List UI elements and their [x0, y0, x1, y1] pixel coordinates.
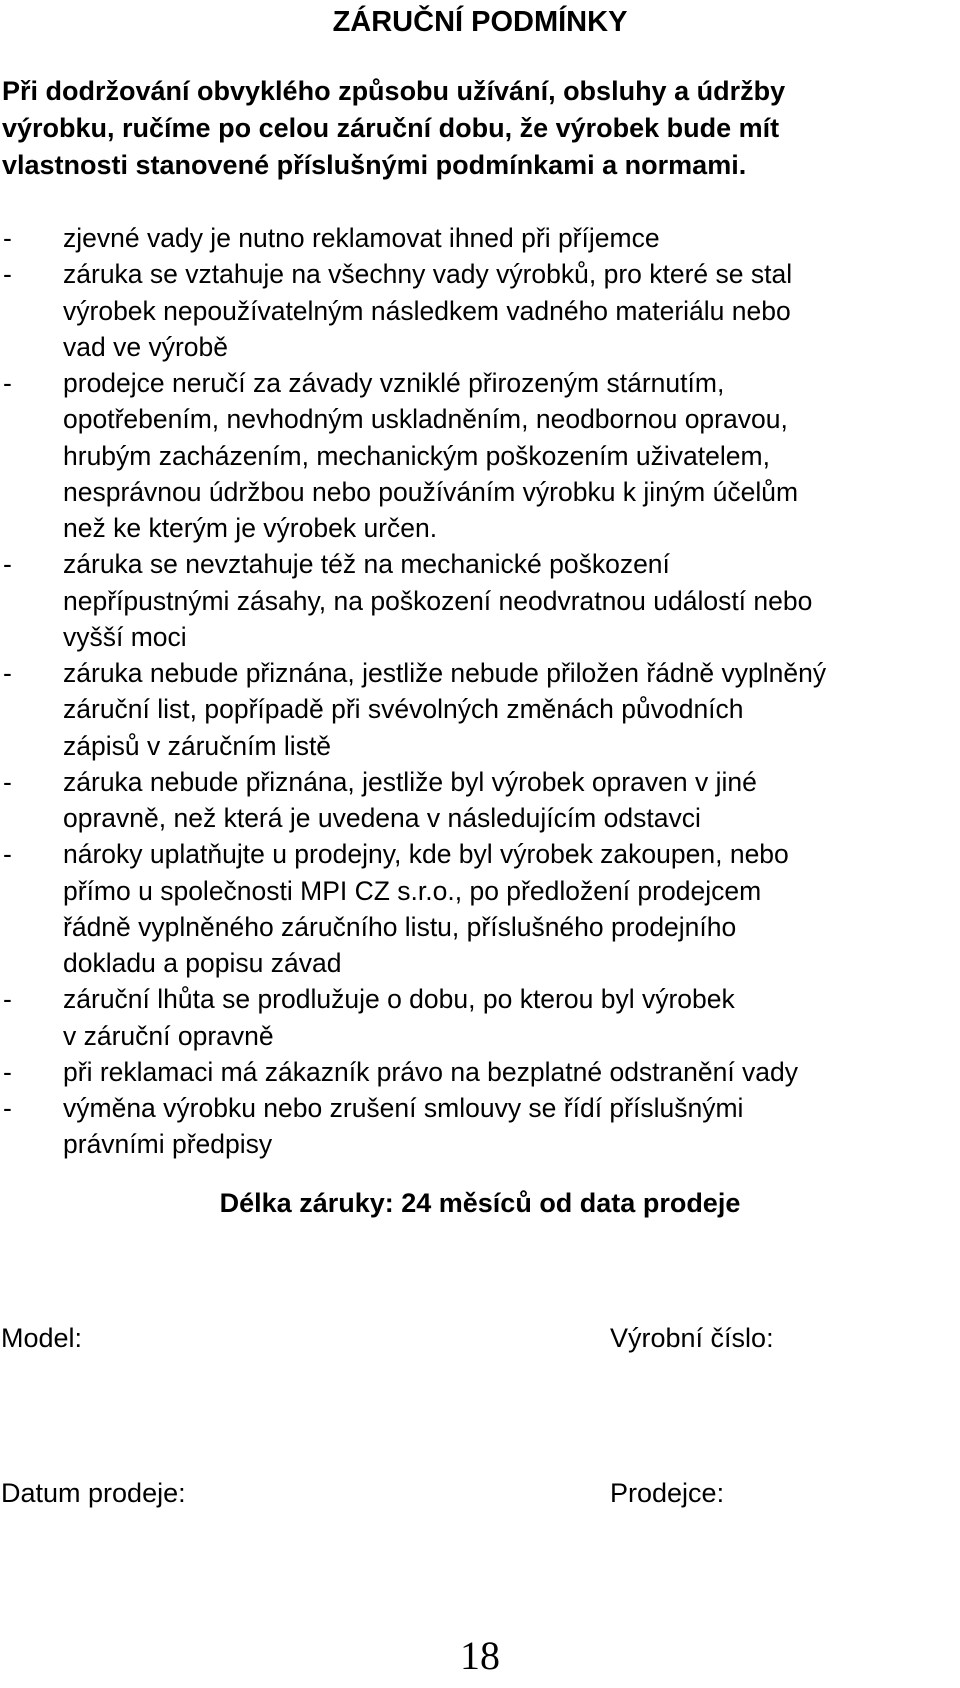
- condition-item: [0, 1090, 958, 1163]
- condition-text: při reklamaci má zákazník právo na bezplatné odstranění vady: [63, 1056, 799, 1087]
- condition-text: zjevné vady je nutno reklamovat ihned při příjemce: [63, 223, 660, 253]
- bullet-dash: -: [3, 766, 12, 797]
- condition-item: [0, 365, 958, 546]
- intro-text: Při dodržování obvyklého způsobu užívání, obsluhy a údržby výrobku, ručíme po celou záruční dobu, že výrobek bude mít vlastnosti stanovené příslušnými podmínkami a normami.: [2, 76, 786, 180]
- bullet-dash: -: [3, 549, 12, 580]
- bullet-dash: -: [3, 658, 12, 688]
- bullet-dash: -: [3, 1056, 12, 1087]
- sale-date-label: Datum prodeje:: [1, 1478, 186, 1508]
- condition-text: záruka se vztahuje na všechny vady výrobků, pro které se stal výrobek nepoužívatelným následkem vadného materiálu nebo vad ve výrobě: [63, 259, 793, 362]
- page-title: ZÁRUČNÍ PODMÍNKY: [332, 6, 628, 38]
- serial-number-label: Výrobní číslo:: [610, 1323, 774, 1353]
- page-number: 18: [460, 1633, 500, 1678]
- condition-text: prodejce neručí za závady vzniklé přirozeným stárnutím, opotřebením, nevhodným uskladněním, neodbornou opravou, hrubým zacházením, mechanickým poškozením uživatelem, nesprávnou údržbou nebo používáním výrobku k jiným účelům než ke kterým je výrobek určen.: [63, 368, 799, 543]
- condition-item: [0, 1054, 958, 1090]
- condition-text: záruční lhůta se prodlužuje o dobu, po kterou byl výrobek v záruční opravně: [63, 984, 735, 1051]
- condition-item: [0, 546, 958, 655]
- condition-item: [0, 764, 958, 837]
- condition-item: [0, 256, 958, 365]
- bullet-dash: -: [3, 839, 12, 870]
- bullet-dash: -: [3, 223, 12, 253]
- condition-text: výměna výrobku nebo zrušení smlouvy se řídí příslušnými právními předpisy: [63, 1093, 744, 1160]
- bullet-dash: -: [3, 368, 12, 398]
- condition-item: [0, 981, 958, 1054]
- intro-paragraph: [2, 73, 952, 184]
- seller-label: Prodejce:: [610, 1478, 725, 1508]
- condition-text: záruka nebude přiznána, jestliže nebude přiložen řádně vyplněný záruční list, popřípadě při svévolných změnách původních zápisů v záručním listě: [63, 658, 827, 761]
- condition-text: nároky uplatňujte u prodejny, kde byl výrobek zakoupen, nebo přímo u společnosti MPI CZ s.r.o., po předložení prodejcem řádně vyplněného záručního listu, příslušného prodejního dokladu a popisu závad: [63, 839, 789, 978]
- condition-item: [0, 220, 958, 256]
- model-label: Model:: [1, 1323, 83, 1353]
- condition-item: [0, 655, 958, 764]
- condition-text: záruka se nevztahuje též na mechanické poškození nepřípustnými zásahy, na poškození neodvratnou událostí nebo vyšší moci: [63, 549, 813, 652]
- condition-text: záruka nebude přiznána, jestliže byl výrobek opraven v jiné opravně, než která je uvedena v následujícím odstavci: [63, 766, 757, 833]
- condition-item: [0, 836, 958, 981]
- warranty-length: Délka záruky: 24 měsíců od data prodeje: [219, 1188, 741, 1218]
- bullet-dash: -: [3, 1093, 12, 1123]
- warranty-conditions-list: [0, 220, 958, 1163]
- bullet-dash: -: [3, 984, 12, 1015]
- bullet-dash: -: [3, 259, 12, 290]
